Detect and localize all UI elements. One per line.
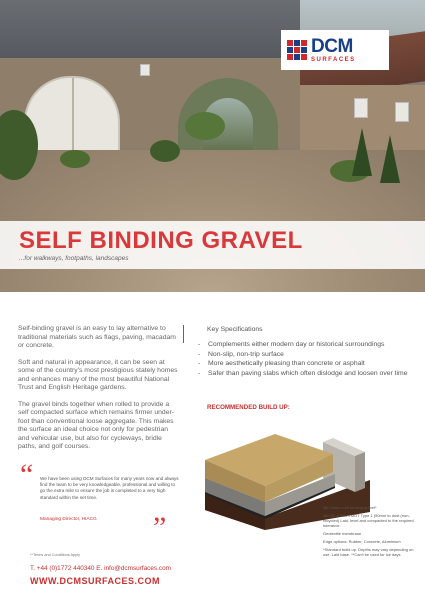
- concrete-edging-side: [355, 452, 365, 492]
- logo-square: [301, 40, 307, 46]
- callout: Geotextile membrane: [323, 531, 362, 536]
- logo-sub: SURFACES: [311, 57, 356, 63]
- barn-window: [140, 64, 150, 76]
- spec-item: - Safer than paving slabs which often dislodge and loosen over time: [198, 369, 408, 377]
- intro-paragraph: The gravel binds together when rolled to provide a self compacted surface which remains firmer under-foot than conventional loose aggregate. This makes the surface an ideal choice not only for pedestrian and vehicular use, but also for cycleways, bridle paths, and golf courses.: [18, 400, 175, 450]
- spec-item: - More aesthetically pleasing than concrete or asphalt: [198, 360, 365, 367]
- website-link[interactable]: WWW.DCMSURFACES.COM: [30, 576, 160, 586]
- callout: Min 50mm self binding gravel*: [323, 505, 377, 510]
- spec-title: Key Specifications: [207, 326, 263, 333]
- testimonial-author: Managing Director, HIACG: [40, 517, 97, 522]
- logo-square: [294, 40, 300, 46]
- logo-square: [287, 54, 293, 60]
- callout: Edge options: Rubber, Concrete, Aluminium: [323, 539, 401, 544]
- logo-square: [294, 47, 300, 53]
- close-quote-icon: ”: [153, 511, 167, 544]
- contact-details: T. +44 (0)1772 440340 E. info@dcmsurfaces.com: [30, 565, 171, 572]
- spec-list: [198, 340, 420, 378]
- barn-roof: [0, 0, 300, 58]
- bush: [150, 140, 180, 162]
- logo-mark: [287, 40, 307, 60]
- logo-square: [301, 47, 307, 53]
- conifer-tree: [380, 135, 400, 183]
- logo-square: [301, 54, 307, 60]
- logo-square: [287, 47, 293, 53]
- barn-door: [24, 76, 120, 154]
- conifer-tree: [352, 128, 372, 176]
- spec-item: - Complements either modern day or historical surroundings: [198, 341, 385, 348]
- house-window: [395, 102, 409, 122]
- logo-square: [287, 40, 293, 46]
- logo-square: [294, 54, 300, 60]
- section-divider: [183, 325, 184, 343]
- bush: [60, 150, 90, 168]
- dcm-logo: [281, 30, 389, 70]
- open-quote-icon: “: [20, 458, 34, 491]
- callout: *Standard build up. Depths may vary depending on use. Laid base. **Can't be used for ice days: [323, 547, 414, 557]
- testimonial-text: We have been using DCM Surfaces for many years now and always find the team to be very knowledgeable, professional and willing to go the extra mile to ensure the job is completed to a very high standard within the set time.: [40, 476, 179, 500]
- buildup-title: RECOMMENDED BUILD UP:: [207, 404, 290, 411]
- intro-text: [18, 325, 178, 460]
- buildup-callouts: [323, 505, 421, 560]
- house-window: [354, 98, 368, 118]
- bush: [185, 112, 225, 140]
- logo-brand: DCM: [311, 36, 353, 57]
- intro-paragraph: Self-binding gravel is an easy to lay alternative to traditional materials such as flags, paving, macadam or concrete.: [18, 325, 176, 349]
- page-title: SELF BINDING GRAVEL: [19, 227, 303, 254]
- spec-item: - Non-slip, non-trip surface: [198, 350, 284, 358]
- intro-paragraph: Soft and natural in appearance, it can be seen at some of the country's most prestigious stately homes and enhances many of the most beautiful National Trust and English Heritage gardens.: [18, 358, 178, 391]
- callout: Min 50-100mm MOT Type 1 (50mm to dust (non-recycled) Laid, level and compacted to the required tolerance.: [323, 513, 414, 528]
- page-subtitle: ...for walkways, footpaths, landscapes: [19, 255, 129, 262]
- terms-note: **Terms and Conditions Apply: [30, 553, 81, 557]
